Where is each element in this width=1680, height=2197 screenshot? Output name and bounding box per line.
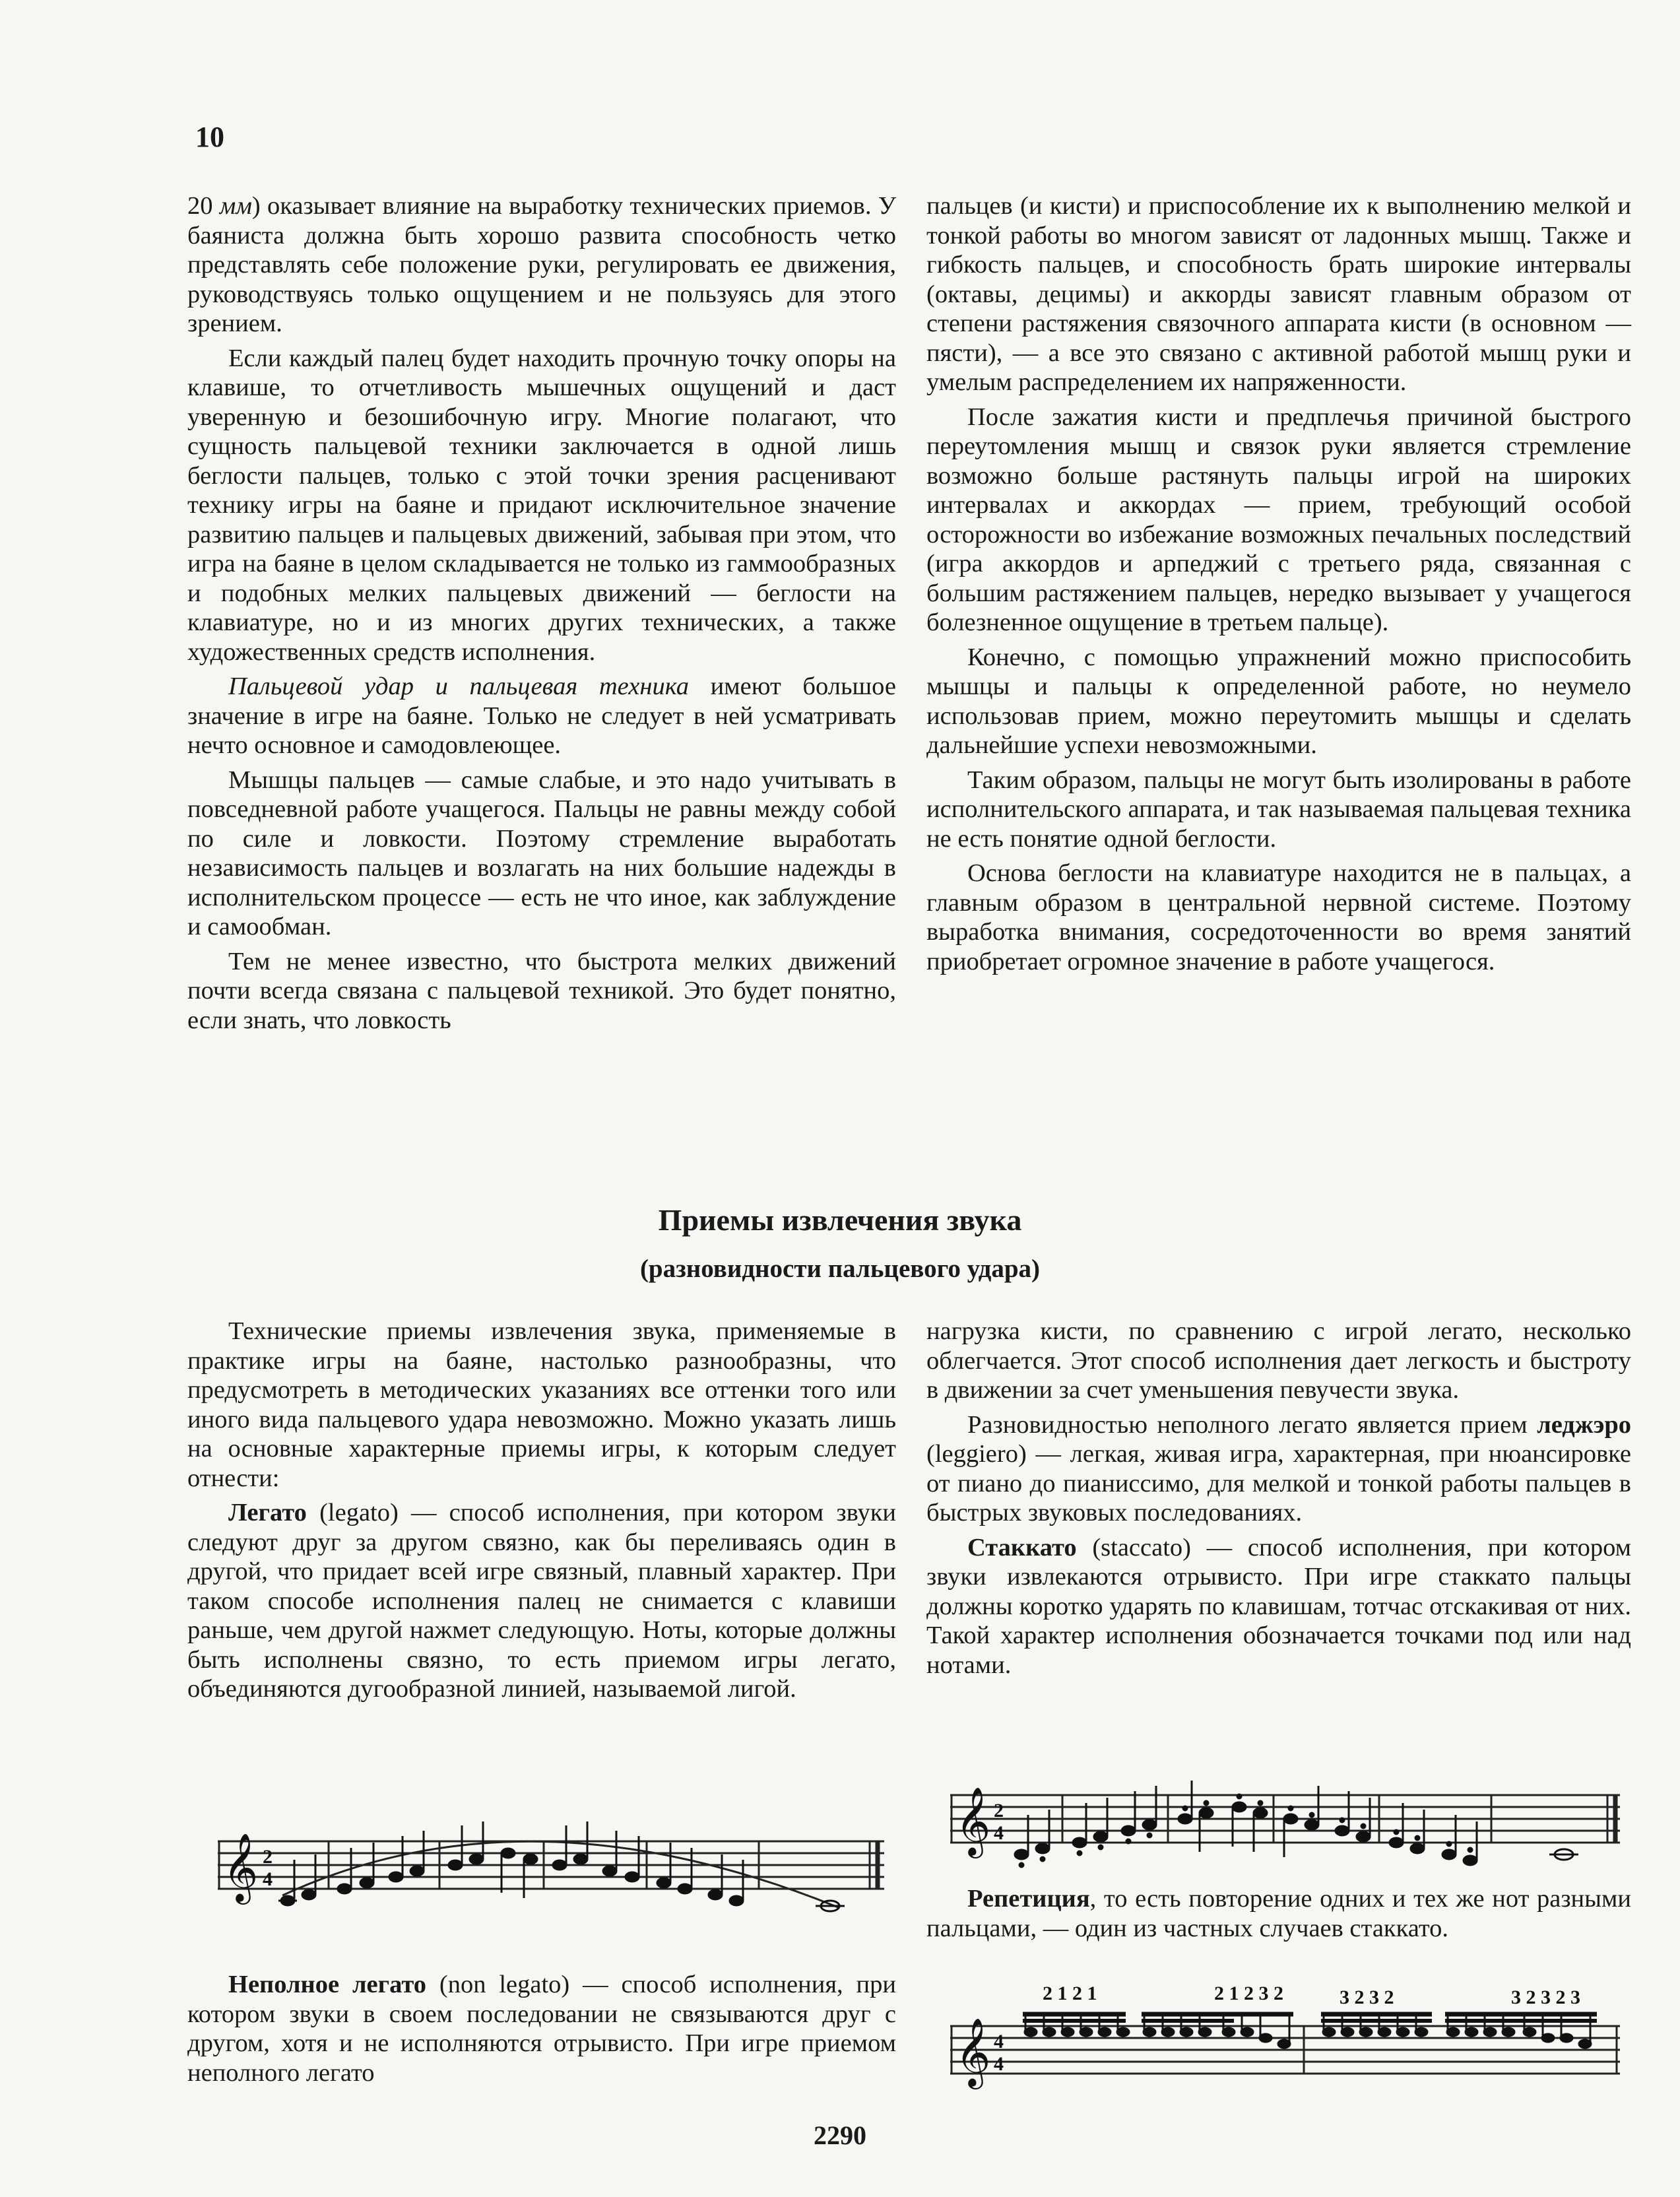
section-title: Приемы извлечения звука [658,1203,1022,1237]
paragraph-text: Разновидностью неполного легато является прием [967,1410,1537,1439]
time-signature-bottom: 4 [994,1822,1004,1844]
footer-number: 2290 [814,2120,866,2150]
page-number: 10 [195,121,224,153]
unit-emphasis: мм [219,192,252,220]
paragraph: Конечно, с помощью упражнений можно приспособить мышцы и пальцы к определенной работе, но неумело использовав прием, можно переутомить мышцы и сделать дальнейшие успехи невозможными. [926,643,1631,759]
fingering-group: 2 1 2 3 2 [1214,1983,1283,2004]
paragraph: Тем не менее известно, что быстрота мелких движений почти всегда связана с пальцевой техникой. Это будет понятно, если знать, что ловкость [187,947,896,1034]
paragraph-text: (staccato) — способ исполнения, при котором звуки извлекаются отрывисто. При игре стаккато пальцы должны коротко ударять по клавишам, тотчас отскакивая от них. Такой характер исполнения обозначается точками под или над нотами. [926,1533,1631,1679]
paragraph: Если каждый палец будет находить прочную точку опоры на клавише, то отчетливость мышечных ощущений и даст уверенную и безошибочную игру. Многие полагают, что сущность пальцевой техники заключается в одной лишь беглости пальцев, только с этой точки зрения расценивают технику игры на баяне и придают исключительное значение развитию пальцев и пальцевых движений, забывая при этом, что игра на баяне в целом складывается не только из гаммообразных и подобных мелких пальцевых движений — беглости на клавиатуре, но и из многих других технических, а также художественных средств исполнения. [187,344,896,666]
fingering-group: 2 1 2 1 [1043,1983,1097,2004]
section-subtitle: (разновидности пальцевого удара) [639,1255,1041,1283]
time-signature-top: 2 [994,1800,1004,1821]
bottom-right-column [926,1317,1631,1680]
staccato-paragraph [926,1533,1631,1680]
non-legato-term: Неполное легато [228,1971,427,1998]
top-left-column [187,191,896,1035]
legato-paragraph [187,1498,896,1704]
paragraph: пальцев (и кисти) и приспособление их к выполнению мелкой и тонкой работы во многом зависят от ладонных мышц. Также и гибкость пальцев, и способность брать широкие интервалы (октавы, децимы) и аккорды зависят главным образом от степени растяжения связочного аппарата кисти (в основном — пясти), — а все это связано с активной работой мышц руки и умелым распределением их напряженности. [926,192,1631,396]
time-signature-bottom: 4 [263,1868,273,1890]
time-signature-bottom: 4 [994,2053,1004,2075]
treble-clef-icon: 𝄞 [223,1833,259,1902]
time-signature-top: 4 [994,2031,1004,2052]
paragraph: 20 мм) оказывает влияние на выработку технических приемов. У баяниста должна быть хорошо развита способность четко представлять себе положение руки, регулировать ее движения, руководствуясь только ощущением и не пользуясь для этого зрением. [187,192,896,337]
repetition-paragraph [926,1884,1631,1943]
repetition-paragraph-block [926,1884,1631,1943]
non-legato-paragraph-block [187,1970,896,2087]
legato-music-staff [218,1795,891,1940]
paragraph-text: имеют большое значение в игре на баяне. Только не следует в ней усматривать нечто основное и самодовлеющее. [187,672,896,759]
staccato-music-staff [950,1762,1630,1874]
paragraph: Мышцы пальцев — самые слабые, и это надо учитывать в повседневной работе учащегося. Пальцы не равны между собой по силе и ловкости. Поэтому стремление выработать независимость пальцев и возлагать на них большие надежды в исполнительском процессе — есть не что иное, как заблуждение и самообман. [187,766,896,940]
non-legato-paragraph [187,1970,896,2087]
legato-slur [282,1841,838,1907]
paragraph: После зажатия кисти и предплечья причиной быстрого переутомления мышц и связок руки является стремление возможно больше растянуть пальцы игрой на широких интервалах и аккордах — прием, требующий особой осторожности во избежание возможных печальных последствий (игра аккордов и арпеджий с третьего ряда, связанная с большим растяжением пальцев, нередко вызывает у учащегося болезненное ощущение в третьем пальце). [926,403,1631,636]
legato-term: Легато [228,1499,307,1526]
repetition-term: Репетиция [967,1885,1090,1913]
paragraph-text: (non legato) — способ исполнения, при котором звуки в своем последовании не связываются друг с другом, хотя и не исполняются отрывисто. При игре приемом неполного легато [187,1971,896,2087]
paragraph-text: (leggiero) — легкая, живая игра, характерная, при нюансировке от пиано до пианиссимо, для мелкой и тонкой работы пальцев в быстрых звуковых последованиях. [926,1440,1631,1526]
paragraph: Таким образом, пальцы не могут быть изолированы в работе исполнительского аппарата, и так называемая пальцевая техника не есть понятие одной беглости. [926,766,1631,853]
staccato-notes [1015,1781,1578,1867]
paragraph [187,672,896,760]
paragraph-text: (legato) — способ исполнения, при котором звуки следуют друг за другом связно, как бы переливаясь один в другой, что придает всей игре связный, плавный характер. При таком способе исполнения палец не снимается с клавиши раньше, чем другой нажмет следующую. Ноты, которые должны быть исполнены связно, то есть приемом игры легато, объединяются дугообразной линией, называемой лигой. [187,1499,896,1703]
leggiero-paragraph [926,1410,1631,1528]
paragraph: Основа беглости на клавиатуре находится не в пальцах, а главным образом в центральной нервной системе. Поэтому выработка внимания, сосредоточенности во время занятий приобретает огромное значение в работе учащегося. [926,859,1631,975]
repetition-music-staff [950,1980,1630,2112]
treble-clef-icon: 𝄞 [955,1787,991,1856]
paragraph: Технические приемы извлечения звука, применяемые в практике игры на баяне, настолько разнообразны, что предусмотреть в методических указаниях все оттенки того или иного вида пальцевого удара невозможно. Можно указать лишь на основные характерные приемы игры, к которым следует отнести: [187,1317,896,1492]
staccato-term: Стаккато [967,1533,1077,1561]
fingering-group: 3 2 3 2 3 [1511,1986,1580,2008]
time-signature-top: 2 [263,1846,273,1868]
treble-clef-icon: 𝄞 [955,2017,991,2087]
paragraph-text: , то есть повторение одних и тех же нот разными пальцами, — один из частных случаев стаккато. [926,1885,1631,1942]
term-emphasis: Пальцевой удар и пальцевая техника [228,672,689,700]
paragraph: нагрузка кисти, по сравнению с игрой легато, несколько облегчается. Этот способ исполнения дает легкость и быстроту в движении за счет уменьшения певучести звука. [926,1317,1631,1404]
fingering-group: 3 2 3 2 [1340,1986,1394,2008]
paragraph-text: ) оказывает влияние на выработку технических приемов. У баяниста должна быть хорошо развита способность четко представлять себе положение руки, регулировать ее движения, руководствуясь только ощущением и не пользуясь для этого зрением. [187,192,896,337]
bottom-left-column [187,1317,896,1704]
repetition-notes [1023,2014,1597,2048]
leggiero-term: леджэро [1537,1410,1631,1439]
top-right-column [926,191,1631,976]
